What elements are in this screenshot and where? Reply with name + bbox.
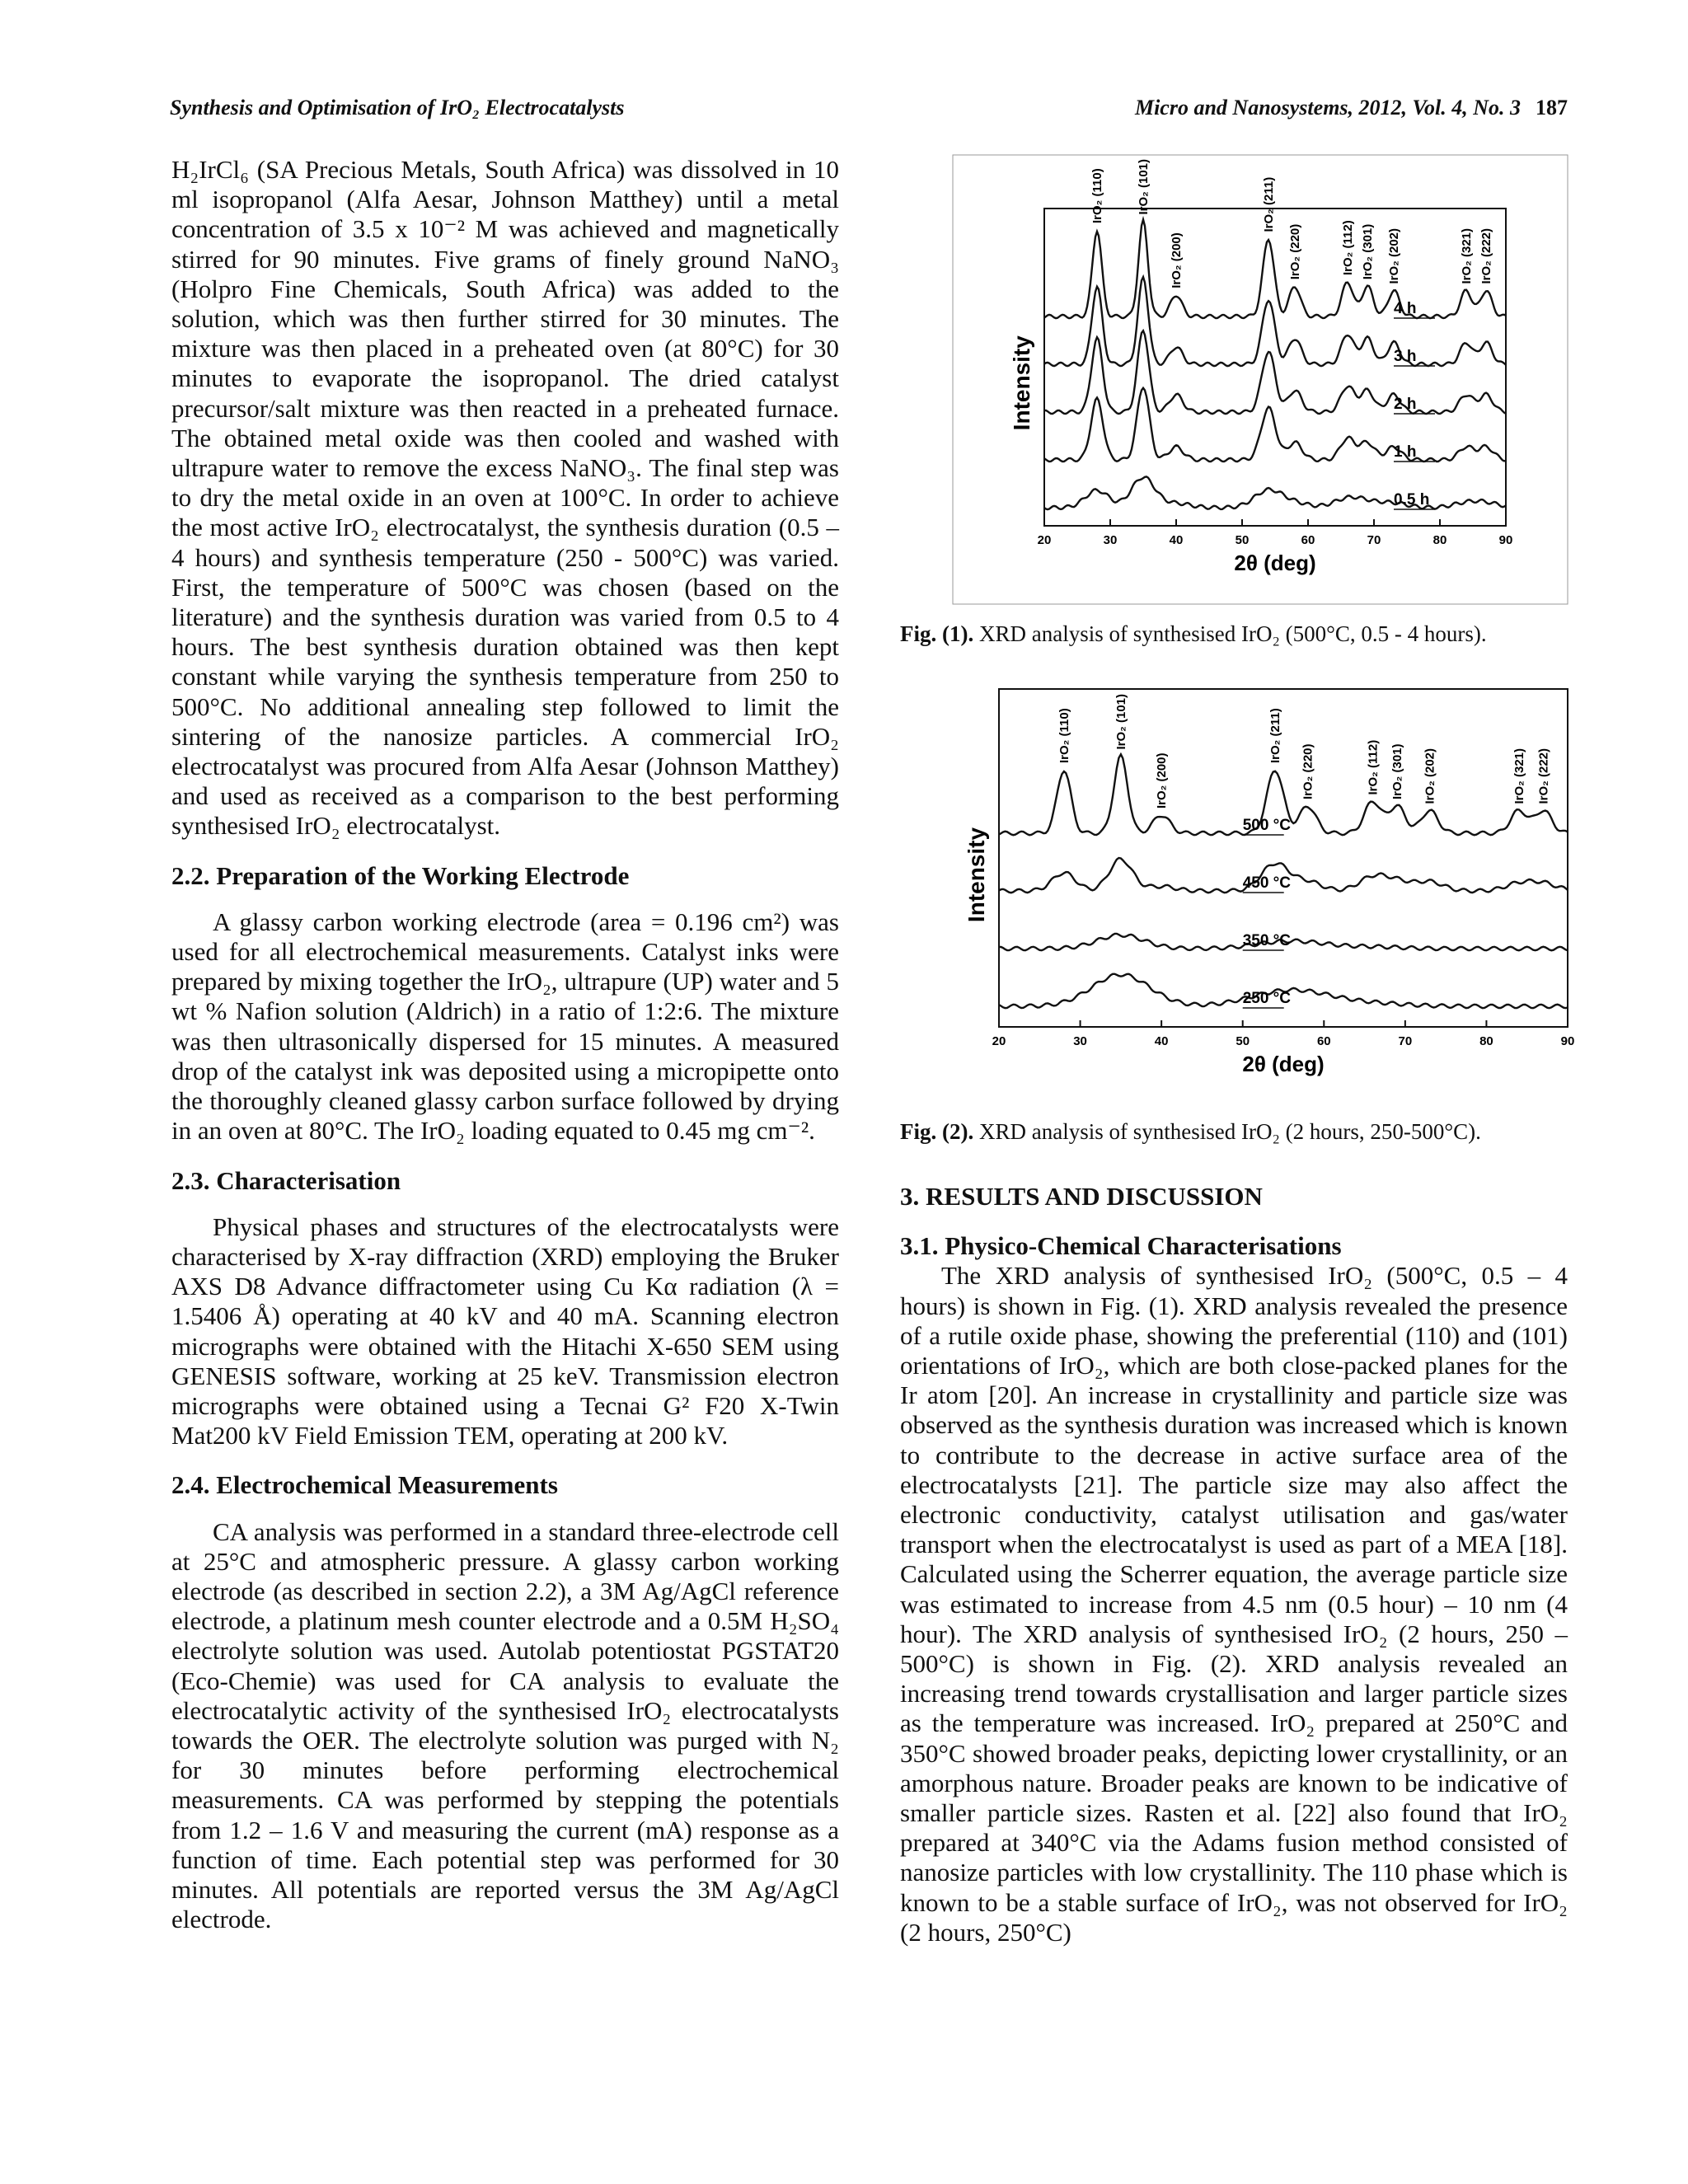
figure-1-caption: [900, 620, 1568, 648]
series-line: [1044, 476, 1506, 509]
peak-label: IrO₂ (101): [1137, 158, 1151, 215]
x-tick-label: 20: [992, 1034, 1006, 1048]
x-tick-label: 80: [1432, 533, 1447, 547]
x-tick-label: 50: [1236, 1034, 1250, 1048]
figure-2-caption-text: XRD analysis of synthesised IrO₂ (2 hours, 250-500°C).: [978, 1119, 1481, 1144]
x-tick-label: 70: [1398, 1034, 1413, 1048]
synthesis-paragraph: H₂IrCl₆ (SA Precious Metals, South Africa) was dissolved in 10 ml isopropanol (Alfa Aesar, Johnson Matthey) until a metal concentration of 3.5 x 10⁻² M was achieved and magnetically stirred for 90 minutes. Five grams of finely ground NaNO₃ (Holpro Fine Chemicals, South Africa) was added to the solution, which was then further stirred for 30 minutes. The mixture was then placed in a preheated oven (at 80°C) for 30 minutes to evaporate the isopropanol. The dried catalyst precursor/salt mixture was then reacted in a preheated furnace. The obtained metal oxide was then cooled and washed with ultrapure water to remove the excess NaNO₃. The final step was to dry the metal oxide in an oven at 100°C. In order to achieve the most active IrO₂ electrocatalyst, the synthesis duration (0.5 – 4 hours) and synthesis temperature (250 - 500°C) was varied. First, the temperature of 500°C was chosen (based on the literature) and the synthesis duration was varied from 0.5 to 4 hours. The best synthesis duration obtained was then kept constant while varying the synthesis temperature from 250 to 500°C. No additional annealing step followed to limit the sintering of the nanosize particles. A commercial IrO₂ electrocatalyst was procured from Alfa Aesar (Johnson Matthey) and used as received as a comparison to the best performing synthesised IrO₂ electrocatalyst.: [171, 155, 839, 841]
series-label: 250 °C: [1242, 990, 1292, 1007]
series-label: 0.5 h: [1394, 491, 1430, 509]
series-label: 3 h: [1394, 348, 1417, 365]
peak-label: IrO₂ (200): [1155, 752, 1170, 808]
figure-2: [900, 669, 1575, 1098]
y-axis-label: Intensity: [1009, 335, 1034, 431]
running-header-journal: [1135, 96, 1568, 120]
peak-label: IrO₂ (101): [1114, 693, 1128, 750]
series-line: [1044, 330, 1506, 414]
journal-citation: Micro and Nanosystems, 2012, Vol. 4, No. 3: [1134, 96, 1521, 120]
section-2-2-heading: 2.2. Preparation of the Working Electrode: [171, 860, 630, 890]
peak-label: IrO₂ (321): [1512, 748, 1526, 804]
peak-label: IrO₂ (301): [1390, 743, 1404, 799]
right-column: [900, 155, 1575, 1947]
section-3-heading: 3. RESULTS AND DISCUSSION: [900, 1182, 1263, 1211]
running-header-title: Synthesis and Optimisation of IrO₂ Electrocatalysts: [170, 96, 625, 120]
peak-label: IrO₂ (301): [1361, 223, 1375, 280]
x-tick-label: 60: [1301, 533, 1315, 547]
series-label: 450 °C: [1242, 874, 1292, 892]
series-label: 350 °C: [1242, 932, 1292, 949]
x-tick-label: 30: [1103, 533, 1118, 547]
peak-label: IrO₂ (220): [1288, 223, 1302, 280]
y-axis-label: Intensity: [964, 827, 989, 923]
series-label: 4 h: [1394, 300, 1417, 317]
x-tick-label: 50: [1235, 533, 1250, 547]
x-tick-label: 90: [1560, 1034, 1575, 1048]
x-tick-label: 40: [1169, 533, 1184, 547]
peak-label: IrO₂ (112): [1341, 220, 1355, 275]
figure-1-caption-text: XRD analysis of synthesised IrO₂ (500°C, 0.5 - 4 hours).: [978, 621, 1487, 646]
page-number: 187: [1536, 96, 1568, 120]
x-axis-label: 2θ (deg): [1242, 1052, 1325, 1076]
peak-label: IrO₂ (202): [1423, 748, 1437, 804]
x-tick-label: 90: [1498, 533, 1513, 547]
series-line: [1044, 277, 1506, 366]
peak-label: IrO₂ (211): [1262, 176, 1276, 232]
series-line: [1044, 219, 1506, 318]
left-column: [171, 155, 839, 1934]
figure-2-caption: [900, 1118, 1568, 1146]
series-line: [1044, 388, 1506, 462]
section-2-4-heading: 2.4. Electrochemical Measurements: [171, 1470, 558, 1500]
x-axis-label: 2θ (deg): [1234, 551, 1316, 575]
figure-1-label: Fig. (1).: [900, 621, 974, 646]
section-2-4-text: CA analysis was performed in a standard three-electrode cell at 25°C and atmospheric pressure. A glassy carbon working electrode (as described in section 2.2), a 3M Ag/AgCl reference electrode, a platinum mesh counter electrode and a 0.5M H₂SO₄ electrolyte solution was used. Autolab potentiostat PGSTAT20 (Eco-Chemie) was used for CA analysis to evaluate the electrocatalytic activity of the synthesised IrO₂ electrocatalysts towards the OER. The electrolyte solution was purged with N₂ for 30 minutes before performing electrochemical measurements. CA was performed by stepping the potentials from 1.2 – 1.6 V and measuring the current (mA) response as a function of time. Each potential step was performed for 30 minutes. All potentials are reported versus the 3M Ag/AgCl electrode.: [171, 1516, 839, 1934]
x-tick-label: 40: [1154, 1034, 1169, 1048]
figure-2-label: Fig. (2).: [900, 1119, 974, 1144]
section-2-3-heading: 2.3. Characterisation: [171, 1165, 401, 1195]
peak-label: IrO₂ (321): [1460, 227, 1474, 284]
xrd-chart-fig2: [900, 669, 1575, 1098]
series-label: 2 h: [1394, 396, 1417, 413]
series-label: 500 °C: [1242, 817, 1292, 834]
x-tick-label: 80: [1479, 1034, 1493, 1048]
peak-label: IrO₂ (222): [1479, 227, 1493, 284]
peak-label: IrO₂ (112): [1366, 739, 1381, 795]
peak-label: IrO₂ (222): [1536, 748, 1551, 804]
peak-label: IrO₂ (202): [1387, 227, 1401, 284]
plot-area: [999, 689, 1568, 1027]
section-3-1-text: The XRD analysis of synthesised IrO₂ (500°C, 0.5 – 4 hours) is shown in Fig. (1). XRD analysis revealed the presence of a rutile oxide phase, showing the preferential (110) and (101) orientations of IrO₂, which are both close-packed planes for the Ir atom [20]. An increase in crystallinity and particle size was observed as the synthesis duration was increased which is known to contribute to the decrease in active surface area of the electrocatalysts [21]. The particle size may also affect the electronic conductivity, catalyst utilisation and gas/water transport when the electrocatalyst is used as part of a MEA [18]. Calculated using the Scherrer equation, the average particle size was estimated to increase from 4.5 nm (0.5 hour) – 10 nm (4 hour). The XRD analysis of synthesised IrO₂ (2 hours, 250 – 500°C) is shown in Fig. (2). XRD analysis revealed an increasing trend towards crystallisation and larger particle sizes as the temperature was increased. IrO₂ prepared at 250°C and 350°C showed broader peaks, depicting lower crystallinity, or an amorphous nature. Broader peaks are known to be indicative of smaller particle sizes. Rasten et al. [22] also found that IrO₂ prepared at 340°C via the Adams fusion method consisted of nanosize particles with low crystallinity. The 110 phase which is known to be a stable surface of IrO₂, was not observed for IrO₂ (2 hours, 250°C): [900, 1261, 1568, 1947]
peak-label: IrO₂ (211): [1268, 708, 1283, 763]
series-label: 1 h: [1394, 443, 1417, 461]
x-tick-label: 30: [1073, 1034, 1087, 1048]
peak-label: IrO₂ (110): [1057, 708, 1071, 763]
section-2-3-text: Physical phases and structures of the electrocatalysts were characterised by X-ray diffraction (XRD) employing the Bruker AXS D8 Advance diffractometer using Cu Kα radiation (λ = 1.5406 Å) operating at 40 kV and 40 mA. Scanning electron micrographs were obtained with the Hitachi X-650 SEM using GENESIS software, working at 25 keV. Transmission electron micrographs were obtained using a Tecnai G² F20 X-Twin Mat200 kV Field Emission TEM, operating at 200 kV.: [171, 1212, 839, 1451]
xrd-chart-fig1: [900, 155, 1568, 608]
x-tick-label: 60: [1316, 1034, 1331, 1048]
peak-label: IrO₂ (110): [1090, 168, 1104, 223]
x-tick-label: 20: [1037, 533, 1052, 547]
peak-label: IrO₂ (220): [1301, 743, 1315, 799]
x-tick-label: 70: [1367, 533, 1381, 547]
section-2-2-text: A glassy carbon working electrode (area = 0.196 cm²) was used for all electrochemical measurements. Catalyst inks were prepared by mixing together the IrO₂, ultrapure (UP) water and 5 wt % Nafion solution (Aldrich) in a ratio of 1:2:6. The mixture was then ultrasonically dispersed for 15 minutes. A measured drop of the catalyst ink was deposited using a micropipette onto the thoroughly cleaned glassy carbon surface followed by drying in an oven at 80°C. The IrO₂ loading equated to 0.45 mg cm⁻².: [171, 907, 839, 1146]
section-3-1-heading: 3.1. Physico-Chemical Characterisations: [900, 1231, 1342, 1261]
peak-label: IrO₂ (200): [1170, 232, 1184, 288]
plot-area: [1044, 209, 1506, 526]
figure-1: [900, 155, 1568, 608]
